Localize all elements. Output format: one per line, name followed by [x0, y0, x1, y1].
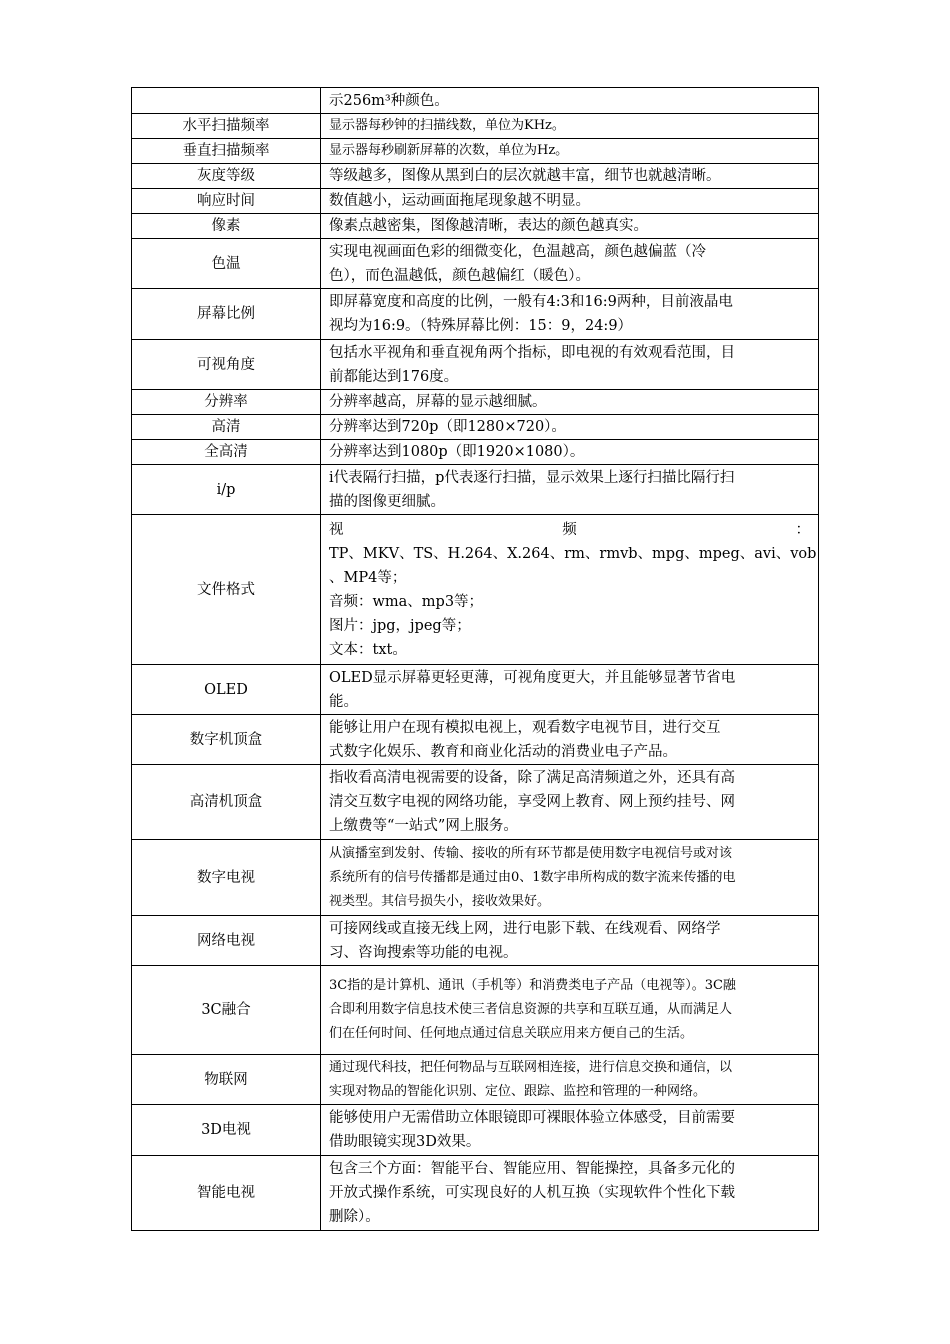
- description-line: OLED显示屏幕更轻更薄，可视角度更大，并且能够显著节省电: [329, 669, 736, 686]
- description-line: 上缴费等“一站式”网上服务。: [329, 818, 518, 834]
- term-cell: 全高清: [132, 440, 321, 465]
- table-row: [132, 916, 819, 966]
- description-line: 描的图像更细腻。: [329, 493, 445, 510]
- description-line: 显示器每秒刷新屏幕的次数，单位为Hz。: [329, 143, 569, 158]
- table-row: [132, 715, 819, 765]
- table-row: [132, 966, 819, 1055]
- description-line: 清交互数字电视的网络功能，享受网上教育、网上预约挂号、网: [329, 794, 735, 810]
- table-row: [132, 1055, 819, 1105]
- description-line: 分辨率达到720p（即1280×720）。: [329, 419, 566, 435]
- description-line: 即屏幕宽度和高度的比例，一般有4:3和16:9两种，目前液晶电: [329, 294, 733, 310]
- description-line: 借助眼镜实现3D效果。: [329, 1134, 481, 1150]
- term-cell: 数字机顶盒: [132, 715, 321, 765]
- table-row: [132, 415, 819, 440]
- description-cell: [321, 1156, 819, 1231]
- description-cell: [321, 715, 819, 765]
- audio-format-line: 音频：wma、mp3等；: [329, 593, 484, 610]
- description-line: 等级越多，图像从黑到白的层次就越丰富，细节也就越清晰。: [329, 168, 721, 184]
- description-cell: [321, 515, 819, 665]
- table-row: [132, 239, 819, 289]
- description-cell: [321, 189, 819, 214]
- table-row: [132, 390, 819, 415]
- term-cell: 响应时间: [132, 189, 321, 214]
- description-line: 包含三个方面：智能平台、智能应用、智能操控，具备多元化的: [329, 1161, 735, 1177]
- video-format-label: [329, 518, 810, 542]
- table-row: [132, 189, 819, 214]
- description-line: 系统所有的信号传播都是通过由0、1数字串所构成的数字流来传播的电: [329, 869, 736, 885]
- description-line: 能够让用户在现有模拟电视上，观看数字电视节目，进行交互: [329, 719, 721, 736]
- term-cell: 3D电视: [132, 1105, 321, 1156]
- description-line: 合即利用数字信息技术使三者信息资源的共享和互联互通，从而满足人: [329, 1002, 733, 1017]
- description-line: 可接网线或直接无线上网，进行电影下载、在线观看、网络学: [329, 920, 721, 937]
- description-cell: [321, 1055, 819, 1105]
- term-cell: 数字电视: [132, 840, 321, 916]
- description-cell: [321, 114, 819, 139]
- term-cell: 水平扫描频率: [132, 114, 321, 139]
- description-cell: [321, 289, 819, 340]
- description-line: 习、咨询搜索等功能的电视。: [329, 944, 518, 961]
- term-cell: 高清机顶盒: [132, 765, 321, 840]
- term-cell: 物联网: [132, 1055, 321, 1105]
- description-line: 通过现代科技，把任何物品与互联网相连接，进行信息交换和通信，以: [329, 1059, 733, 1075]
- description-line: 包括水平视角和垂直视角两个指标，即电视的有效观看范围，目: [329, 344, 735, 361]
- description-line: 显示器每秒钟的扫描线数，单位为KHz。: [329, 118, 565, 133]
- video-label-part: ：: [795, 521, 810, 538]
- table-row: [132, 114, 819, 139]
- description-cell: [321, 765, 819, 840]
- table-row: [132, 515, 819, 665]
- video-format-list: TP、MKV、TS、H.264、X.264、rm、rmvb、mpg、mpeg、avi、vob: [329, 545, 817, 562]
- image-format-line: 图片：jpg，jpeg等；: [329, 617, 471, 634]
- description-line: 分辨率越高，屏幕的显示越细腻。: [329, 394, 547, 410]
- description-line: 实现对物品的智能化识别、定位、跟踪、监控和管理的一种网络。: [329, 1083, 707, 1099]
- description-line: 像素点越密集，图像越清晰，表达的颜色越真实。: [329, 218, 648, 234]
- description-line: 删除）。: [329, 1209, 380, 1225]
- term-cell: i/p: [132, 465, 321, 515]
- description-cell: [321, 665, 819, 715]
- video-format-list: 、MP4等；: [329, 569, 407, 586]
- term-cell: 屏幕比例: [132, 289, 321, 340]
- description-line: i代表隔行扫描，p代表逐行扫描，显示效果上逐行扫描比隔行扫: [329, 469, 735, 486]
- description-line: 数值越小，运动画面拖尾现象越不明显。: [329, 193, 590, 209]
- description-line: 能。: [329, 693, 358, 710]
- table-row: [132, 289, 819, 340]
- description-cell: [321, 966, 819, 1055]
- description-line: 视均为16:9。（特殊屏幕比例：15：9，24:9）: [329, 318, 633, 334]
- description-line: 视类型。其信号损失小，接收效果好。: [329, 893, 551, 909]
- description-line: 们在任何时间、任何地点通过信息关联应用来方便自己的生活。: [329, 1026, 694, 1041]
- table-row: [132, 665, 819, 715]
- table-row: [132, 164, 819, 189]
- description-line: 示256m³种颜色。: [329, 92, 449, 109]
- glossary-table: [131, 87, 819, 1231]
- term-cell: 网络电视: [132, 916, 321, 966]
- table-row: [132, 214, 819, 239]
- term-cell: 3C融合: [132, 966, 321, 1055]
- term-cell: 像素: [132, 214, 321, 239]
- description-cell: [321, 214, 819, 239]
- glossary-body: [132, 88, 819, 1231]
- term-cell: 可视角度: [132, 340, 321, 390]
- term-cell: [132, 88, 321, 114]
- video-label-part: 视: [329, 521, 344, 538]
- description-line: 能够使用户无需借助立体眼镜即可裸眼体验立体感受，目前需要: [329, 1110, 735, 1126]
- video-label-part: 频: [562, 521, 577, 538]
- description-cell: [321, 164, 819, 189]
- table-row: [132, 88, 819, 114]
- term-cell: 灰度等级: [132, 164, 321, 189]
- table-row: [132, 465, 819, 515]
- description-line: 3C指的是计算机、通讯（手机等）和消费类电子产品（电视等）。3C融: [329, 978, 736, 993]
- term-cell: 智能电视: [132, 1156, 321, 1231]
- description-line: 色），而色温越低，颜色越偏红（暖色）。: [329, 267, 590, 284]
- description-line: 前都能达到176度。: [329, 368, 459, 385]
- table-row: [132, 840, 819, 916]
- term-cell: 文件格式: [132, 515, 321, 665]
- term-cell: 垂直扫描频率: [132, 139, 321, 164]
- table-row: [132, 139, 819, 164]
- description-cell: [321, 415, 819, 440]
- description-cell: [321, 239, 819, 289]
- term-cell: OLED: [132, 665, 321, 715]
- description-line: 式数字化娱乐、教育和商业化活动的消费业电子产品。: [329, 743, 677, 760]
- description-line: 指收看高清电视需要的设备，除了满足高清频道之外，还具有高: [329, 770, 735, 786]
- table-row: [132, 440, 819, 465]
- description-cell: [321, 340, 819, 390]
- description-line: 从演播室到发射、传输、接收的所有环节都是使用数字电视信号或对该: [329, 845, 733, 861]
- description-cell: [321, 88, 819, 114]
- description-line: 实现电视画面色彩的细微变化，色温越高，颜色越偏蓝（冷: [329, 243, 706, 260]
- table-row: [132, 340, 819, 390]
- description-line: 开放式操作系统，可实现良好的人机互换（实现软件个性化下载: [329, 1185, 735, 1201]
- description-cell: [321, 390, 819, 415]
- description-line: 分辨率达到1080p（即1920×1080）。: [329, 444, 585, 460]
- term-cell: 分辨率: [132, 390, 321, 415]
- description-cell: [321, 440, 819, 465]
- description-cell: [321, 465, 819, 515]
- description-cell: [321, 139, 819, 164]
- term-cell: 色温: [132, 239, 321, 289]
- table-row: [132, 1105, 819, 1156]
- text-format-line: 文本：txt。: [329, 641, 407, 658]
- description-cell: [321, 840, 819, 916]
- term-cell: 高清: [132, 415, 321, 440]
- description-cell: [321, 916, 819, 966]
- description-cell: [321, 1105, 819, 1156]
- table-row: [132, 1156, 819, 1231]
- table-row: [132, 765, 819, 840]
